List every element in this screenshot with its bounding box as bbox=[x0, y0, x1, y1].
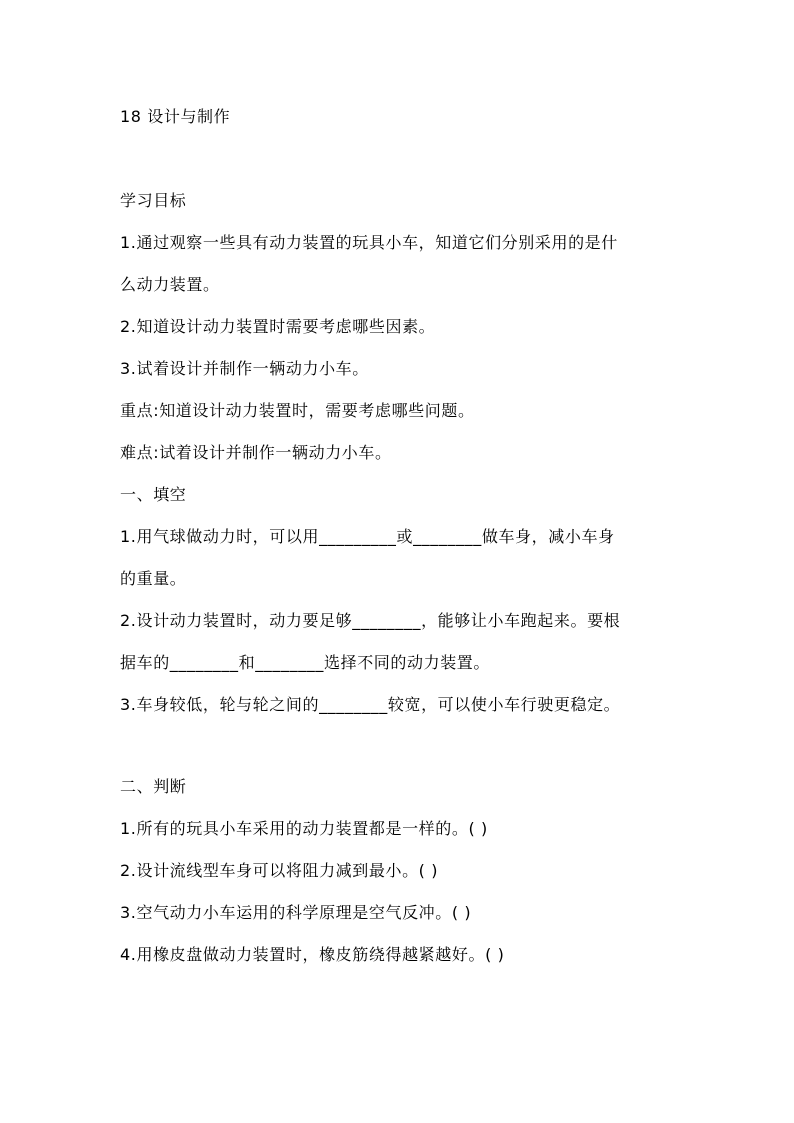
section-heading-fill: 一、填空 bbox=[120, 485, 187, 504]
judge-question-3: 3.空气动力小车运用的科学原理是空气反冲。( ) bbox=[120, 903, 472, 922]
fill-question-2-line-1: 2.设计动力装置时，动力要足够________，能够让小车跑起来。要根 bbox=[120, 611, 621, 630]
fill-question-1-line-2: 的重量。 bbox=[120, 569, 187, 588]
section-heading-goals: 学习目标 bbox=[120, 191, 187, 210]
document-title: 18 设计与制作 bbox=[120, 107, 231, 126]
goal-1-line-1: 1.通过观察一些具有动力装置的玩具小车，知道它们分别采用的是什 bbox=[120, 233, 618, 252]
fill-question-3: 3.车身较低，轮与轮之间的________较宽，可以使小车行驶更稳定。 bbox=[120, 695, 621, 714]
goal-2: 2.知道设计动力装置时需要考虑哪些因素。 bbox=[120, 317, 436, 336]
section-heading-judge: 二、判断 bbox=[120, 777, 187, 796]
judge-question-2: 2.设计流线型车身可以将阻力减到最小。( ) bbox=[120, 861, 439, 880]
goal-1-line-2: 么动力装置。 bbox=[120, 275, 220, 294]
judge-question-4: 4.用橡皮盘做动力装置时，橡皮筋绕得越紧越好。( ) bbox=[120, 945, 505, 964]
key-point: 重点:知道设计动力装置时，需要考虑哪些问题。 bbox=[120, 401, 475, 420]
goal-3: 3.试着设计并制作一辆动力小车。 bbox=[120, 359, 369, 378]
fill-question-1-line-1: 1.用气球做动力时，可以用_________或________做车身，减小车身 bbox=[120, 527, 615, 546]
fill-question-2-line-2: 据车的________和________选择不同的动力装置。 bbox=[120, 653, 491, 672]
difficulty: 难点:试着设计并制作一辆动力小车。 bbox=[120, 443, 392, 462]
judge-question-1: 1.所有的玩具小车采用的动力装置都是一样的。( ) bbox=[120, 819, 488, 838]
